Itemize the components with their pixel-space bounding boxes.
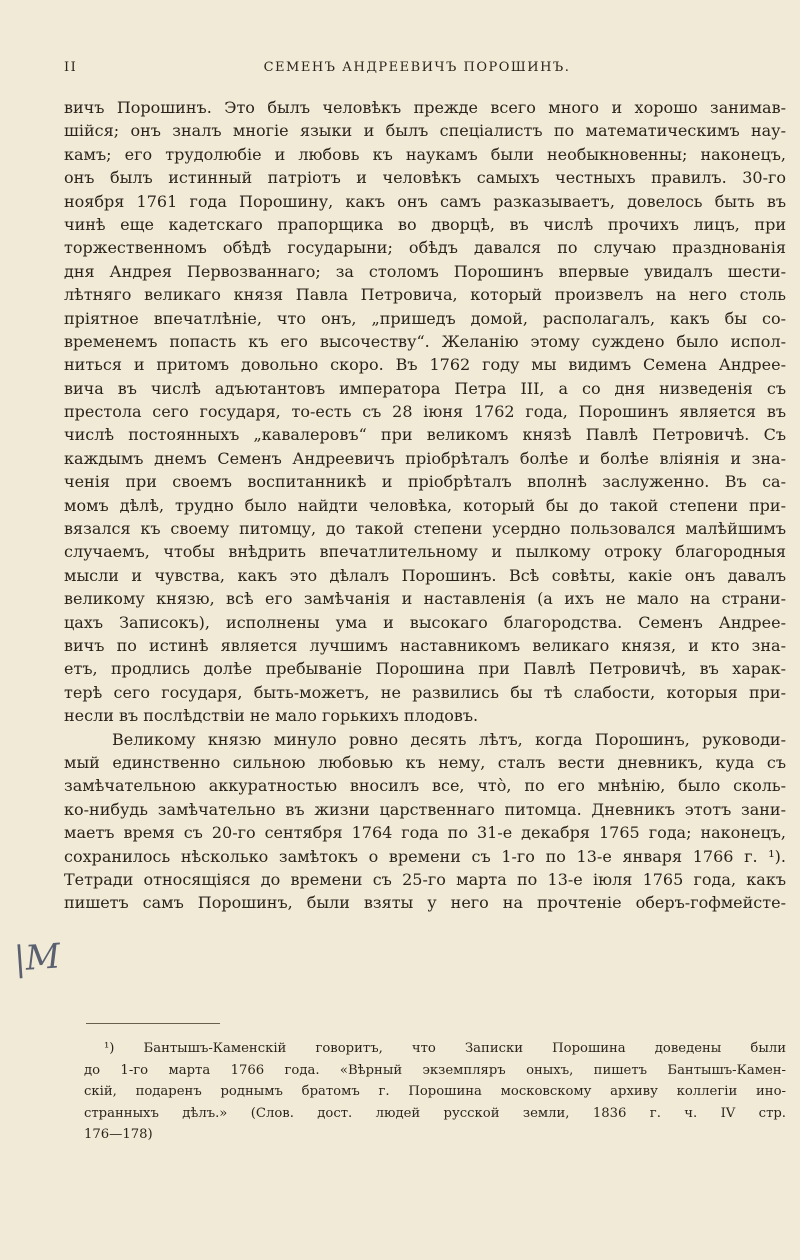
text-line: ноября 1761 года Порошину, какъ онъ самъ разказываетъ, довелось быть въ bbox=[64, 191, 786, 211]
text-line: пишетъ самъ Порошинъ, были взяты у него на прочтеніе оберъ-гофмейсте- bbox=[64, 893, 786, 913]
text-line: маетъ время съ 20-го сентября 1764 года по 31-е декабря 1765 года; наконецъ, bbox=[64, 823, 786, 843]
text-line: цахъ Записокъ), исполнены ума и высокаго благородства. Семенъ Андрее- bbox=[64, 612, 786, 632]
text-line: мысли и чувства, какъ это дѣлалъ Порошинъ. Всѣ совѣты, какіе онъ давалъ bbox=[64, 565, 786, 585]
text-line: лѣтняго великаго князя Павла Петровича, который произвелъ на него столь bbox=[64, 285, 786, 305]
text-line: случаемъ, чтобы внѣдрить впечатлительному и пылкому отроку благородныя bbox=[64, 542, 786, 562]
page-header bbox=[64, 60, 770, 82]
text-line: несли въ послѣдствіи не мало горькихъ плодовъ. bbox=[64, 706, 479, 726]
text-line: Великому князю минуло ровно десять лѣтъ, когда Порошинъ, руководи- bbox=[112, 729, 786, 749]
footnote-line: до 1-го марта 1766 года. «Вѣрный экземпляръ оныхъ, пишетъ Бантышъ-Камен- bbox=[84, 1062, 786, 1078]
text-line: великому князю, всѣ его замѣчанія и наставленія (а ихъ не мало на страни- bbox=[64, 589, 786, 609]
text-line: онъ былъ истинный патріотъ и человѣкъ самыхъ честныхъ правилъ. 30-го bbox=[64, 168, 786, 188]
text-line: чинѣ еще кадетскаго прапорщика во дворцѣ, въ числѣ прочихъ лицъ, при bbox=[64, 214, 786, 234]
footnote-line: 176—178) bbox=[84, 1127, 153, 1143]
footnote-line: ¹) Бантышъ-Каменскій говоритъ, что Записки Порошина доведены были bbox=[104, 1041, 786, 1056]
handwritten-margin-mark: |M bbox=[12, 936, 62, 980]
footnote-line: скій, подаренъ роднымъ братомъ г. Порошина московскому архиву коллегіи ино- bbox=[84, 1084, 786, 1100]
text-line: вязался къ своему питомцу, до такой степени усердно пользовался малѣйшимъ bbox=[64, 519, 786, 539]
text-line: числѣ постоянныхъ „кавалеровъ“ при великомъ князѣ Павлѣ Петровичѣ. Съ bbox=[64, 425, 786, 445]
text-line: ниться и притомъ довольно скоро. Въ 1762 году мы видимъ Семена Андрее- bbox=[64, 355, 786, 375]
footnote bbox=[84, 1038, 786, 1146]
running-title: СЕМЕНЪ АНДРЕЕВИЧЪ ПОРОШИНЪ. bbox=[263, 60, 571, 75]
text-line: вича въ числѣ адъютантовъ императора Петра III, а со дня низведенія съ bbox=[64, 378, 786, 398]
text-line: вичъ Порошинъ. Это былъ человѣкъ прежде всего много и хорошо занимав- bbox=[64, 98, 786, 117]
text-line: престола сего государя, то-есть съ 28 іюня 1762 года, Порошинъ является въ bbox=[64, 402, 786, 422]
text-line: сохранилось нѣсколько замѣтокъ о времени съ 1-го по 13-е января 1766 г. ¹). bbox=[64, 846, 786, 866]
page-number: II bbox=[64, 60, 78, 75]
text-line: пріятное впечатлѣніе, что онъ, „пришедъ домой, располагалъ, какъ бы со- bbox=[64, 308, 786, 328]
text-line: каждымъ днемъ Семенъ Андреевичъ пріобрѣталъ болѣе и болѣе вліянія и зна- bbox=[64, 448, 786, 468]
text-line: вичъ по истинѣ является лучшимъ наставникомъ великаго князя, и кто зна- bbox=[64, 635, 786, 655]
text-line: етъ, продлись долѣе пребываніе Порошина при Павлѣ Петровичѣ, въ харак- bbox=[64, 659, 786, 679]
text-line: мый единственно сильною любовью къ нему, сталъ вести дневникъ, куда съ bbox=[64, 752, 786, 772]
footnote-divider bbox=[86, 1023, 220, 1024]
text-line: временемъ попасть къ его высочеству“. Желанію этому суждено было испол- bbox=[64, 331, 786, 351]
text-line: ченія при своемъ воспитанникѣ и пріобрѣталъ вполнѣ заслуженно. Въ са- bbox=[64, 472, 786, 492]
text-line: замѣчательною аккуратностью вносилъ все, что̀, по его мнѣнію, было сколь- bbox=[64, 776, 786, 796]
text-line: момъ дѣлѣ, трудно было найдти человѣка, который бы до такой степени при- bbox=[64, 495, 786, 515]
text-line: торжественномъ обѣдѣ государыни; обѣдъ давался по случаю празднованія bbox=[64, 238, 786, 258]
text-line: камъ; его трудолюбіе и любовь къ наукамъ были необыкновенны; наконецъ, bbox=[64, 144, 786, 164]
text-line: шійся; онъ зналъ многіе языки и былъ спеціалистъ по математическимъ нау- bbox=[64, 121, 786, 141]
text-line: дня Андрея Первозваннаго; за столомъ Порошинъ впервые увидалъ шести- bbox=[64, 261, 786, 281]
text-line: терѣ сего государя, быть-можетъ, не развились бы тѣ слабости, которыя при- bbox=[64, 682, 786, 702]
footnote-line: странныхъ дѣлъ.» (Слов. дост. людей русской земли, 1836 г. ч. IV стр. bbox=[84, 1105, 786, 1121]
text-line: ко-нибудь замѣчательно въ жизни царственнаго питомца. Дневникъ этотъ зани- bbox=[64, 799, 786, 819]
text-line: Тетради относящіяся до времени съ 25-го марта по 13-е іюля 1765 года, какъ bbox=[64, 869, 786, 889]
main-text bbox=[64, 96, 786, 915]
